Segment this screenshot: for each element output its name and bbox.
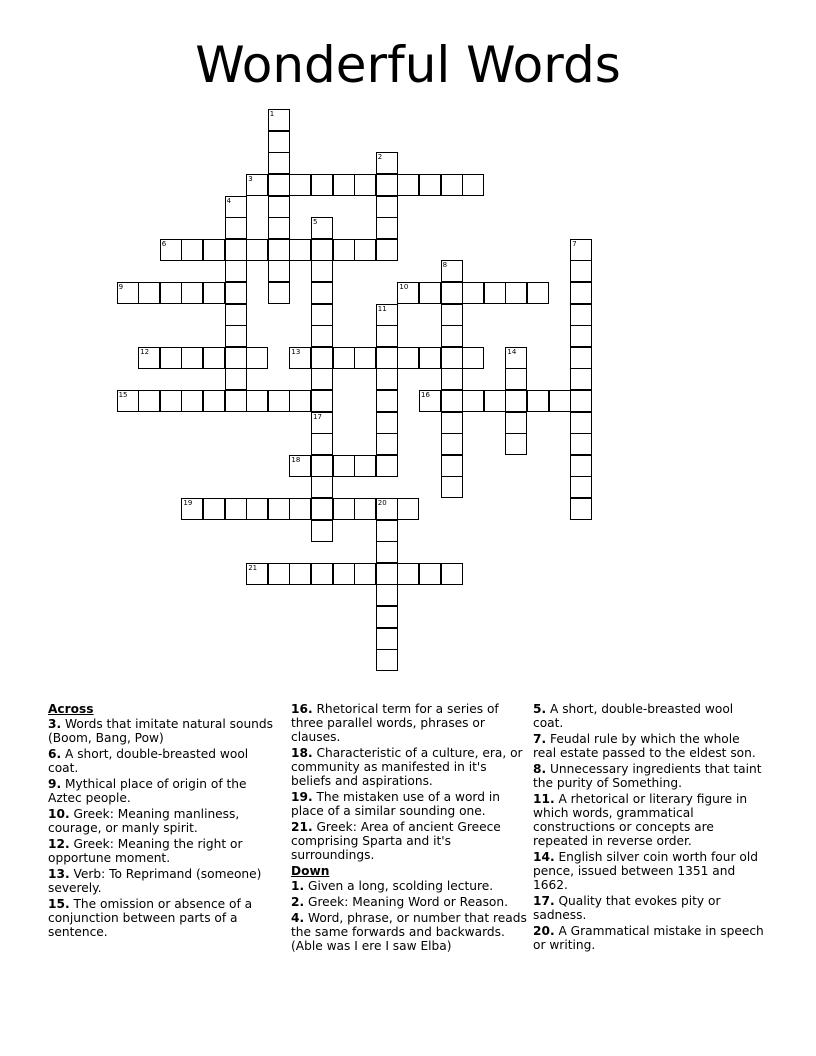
grid-cell[interactable]: [376, 239, 398, 261]
grid-cell[interactable]: [419, 563, 441, 585]
clue-text: A short, double-breasted wool coat.: [533, 702, 734, 730]
grid-cell[interactable]: [441, 455, 463, 477]
across-clue: [291, 820, 527, 862]
grid-cell[interactable]: [117, 282, 139, 304]
grid-cell[interactable]: [505, 347, 527, 369]
grid-cell[interactable]: [419, 390, 441, 412]
grid-cell[interactable]: [160, 282, 182, 304]
grid-cell[interactable]: [397, 347, 419, 369]
grid-cell[interactable]: [181, 282, 203, 304]
clue-label: 9.: [48, 777, 62, 791]
clue-text: Verb: To Reprimand (someone) severely.: [48, 867, 262, 895]
grid-cell[interactable]: [181, 498, 203, 520]
grid-cell[interactable]: [505, 390, 527, 412]
grid-cell[interactable]: [138, 282, 160, 304]
grid-cell[interactable]: [311, 412, 333, 434]
down-clue: [533, 792, 765, 848]
clue-label: 5.: [533, 702, 547, 716]
grid-cell[interactable]: [505, 412, 527, 434]
grid-cell[interactable]: [268, 196, 290, 218]
grid-cell[interactable]: [311, 217, 333, 239]
clue-text: Mythical place of origin of the Aztec people.: [48, 777, 247, 805]
grid-cell[interactable]: [311, 260, 333, 282]
clue-text: Characteristic of a culture, era, or community as manifested in it's beliefs and aspirations.: [291, 746, 523, 788]
across-clue: [48, 717, 273, 745]
down-clue: [533, 732, 765, 760]
grid-cell[interactable]: [419, 282, 441, 304]
down-clue: [291, 911, 527, 953]
grid-cell[interactable]: [268, 563, 290, 585]
clue-text: A Grammatical mistake in speech or writing.: [533, 924, 764, 952]
down-clue: [291, 879, 527, 893]
grid-cell[interactable]: [354, 455, 376, 477]
clue-text: Word, phrase, or number that reads the same forwards and backwards.(Able was I ere I saw Elba): [291, 911, 527, 953]
across-clue: [291, 790, 527, 818]
grid-cell[interactable]: [376, 584, 398, 606]
across-clue: [48, 897, 273, 939]
down-clue: [533, 894, 765, 922]
grid-cell[interactable]: [138, 347, 160, 369]
grid-cell[interactable]: [117, 390, 139, 412]
grid-cell[interactable]: [397, 563, 419, 585]
clue-label: 15.: [48, 897, 70, 911]
grid-cell[interactable]: [527, 390, 549, 412]
clue-text: Feudal rule by which the whole real estate passed to the eldest son.: [533, 732, 756, 760]
grid-cell[interactable]: [462, 390, 484, 412]
grid-cell[interactable]: [225, 196, 247, 218]
grid-cell[interactable]: [441, 325, 463, 347]
down-clue: [533, 850, 765, 892]
grid-cell[interactable]: [203, 347, 225, 369]
grid-cell[interactable]: [289, 563, 311, 585]
grid-cell[interactable]: [311, 347, 333, 369]
clue-number: 4: [226, 196, 232, 205]
grid-cell[interactable]: [333, 563, 355, 585]
clue-label: 13.: [48, 867, 70, 881]
grid-cell[interactable]: [289, 174, 311, 196]
grid-cell[interactable]: [527, 282, 549, 304]
grid-cell[interactable]: [311, 174, 333, 196]
clues-column-1: [48, 702, 273, 941]
grid-cell[interactable]: [225, 260, 247, 282]
clues-column-2: [291, 702, 527, 955]
grid-cell[interactable]: [570, 347, 592, 369]
grid-cell[interactable]: [570, 390, 592, 412]
grid-cell[interactable]: [570, 476, 592, 498]
grid-cell[interactable]: [441, 368, 463, 390]
clue-label: 6.: [48, 747, 62, 761]
grid-cell[interactable]: [268, 239, 290, 261]
grid-cell[interactable]: [441, 174, 463, 196]
across-clue: [291, 702, 527, 744]
grid-cell[interactable]: [225, 390, 247, 412]
grid-cell[interactable]: [333, 455, 355, 477]
grid-cell[interactable]: [376, 368, 398, 390]
clue-number: 2: [377, 153, 383, 162]
grid-cell[interactable]: [225, 498, 247, 520]
grid-cell[interactable]: [376, 606, 398, 628]
grid-cell[interactable]: [376, 498, 398, 520]
across-heading: Across: [48, 702, 94, 716]
across-clue-list: [48, 717, 273, 939]
clue-label: 10.: [48, 807, 70, 821]
grid-cell[interactable]: [311, 476, 333, 498]
across-clue-list-continued: [291, 702, 527, 862]
grid-cell[interactable]: [376, 152, 398, 174]
grid-cell[interactable]: [225, 368, 247, 390]
clue-number: 7: [572, 239, 577, 248]
grid-cell[interactable]: [354, 347, 376, 369]
grid-cell[interactable]: [376, 649, 398, 671]
across-clue: [48, 747, 273, 775]
clue-number: 18: [291, 455, 301, 464]
grid-cell[interactable]: [225, 325, 247, 347]
grid-cell[interactable]: [333, 498, 355, 520]
grid-cell[interactable]: [311, 455, 333, 477]
grid-cell[interactable]: [419, 347, 441, 369]
grid-cell[interactable]: [203, 239, 225, 261]
grid-cell[interactable]: [225, 347, 247, 369]
grid-cell[interactable]: [289, 390, 311, 412]
grid-cell[interactable]: [354, 239, 376, 261]
grid-cell[interactable]: [311, 498, 333, 520]
grid-cell[interactable]: [441, 412, 463, 434]
grid-cell[interactable]: [181, 390, 203, 412]
clue-text: English silver coin worth four old pence, issued between 1351 and 1662.: [533, 850, 758, 892]
clue-text: Greek: Meaning the right or opportune moment.: [48, 837, 243, 865]
grid-cell[interactable]: [354, 498, 376, 520]
clue-text: Quality that evokes pity or sadness.: [533, 894, 721, 922]
clue-text: Greek: Meaning manliness, courage, or manly spirit.: [48, 807, 240, 835]
grid-cell[interactable]: [462, 282, 484, 304]
grid-cell[interactable]: [441, 347, 463, 369]
across-clue: [291, 746, 527, 788]
grid-cell[interactable]: [289, 498, 311, 520]
puzzle-title: Wonderful Words: [195, 36, 621, 94]
grid-cell[interactable]: [268, 217, 290, 239]
grid-cell[interactable]: [462, 347, 484, 369]
grid-cell[interactable]: [311, 239, 333, 261]
grid-cell[interactable]: [268, 282, 290, 304]
grid-cell[interactable]: [181, 347, 203, 369]
clue-number: 3: [248, 175, 253, 183]
grid-cell[interactable]: [570, 282, 592, 304]
clue-text: Greek: Area of ancient Greece comprising Sparta and it's surroundings.: [291, 820, 501, 862]
grid-cell[interactable]: [397, 498, 419, 520]
grid-cell[interactable]: [289, 347, 311, 369]
grid-cell[interactable]: [441, 476, 463, 498]
grid-cell[interactable]: [376, 541, 398, 563]
clue-label: 3.: [48, 717, 62, 731]
clue-label: 11.: [533, 792, 555, 806]
grid-cell[interactable]: [570, 304, 592, 326]
grid-cell[interactable]: [225, 217, 247, 239]
clues-column-3: [533, 702, 765, 954]
grid-cell[interactable]: [376, 455, 398, 477]
grid-cell[interactable]: [246, 174, 268, 196]
clue-number: 13: [291, 347, 301, 356]
grid-cell[interactable]: [268, 390, 290, 412]
grid-cell[interactable]: [333, 347, 355, 369]
clue-text: Unnecessary ingredients that taint the purity of Something.: [533, 762, 762, 790]
grid-cell[interactable]: [441, 260, 463, 282]
grid-cell[interactable]: [268, 152, 290, 174]
grid-cell[interactable]: [181, 239, 203, 261]
clue-label: 12.: [48, 837, 70, 851]
clue-text: A short, double-breasted wool coat.: [48, 747, 249, 775]
clue-label: 1.: [291, 879, 305, 893]
grid-cell[interactable]: [246, 498, 268, 520]
clue-number: 21: [248, 563, 258, 572]
grid-cell[interactable]: [311, 368, 333, 390]
grid-cell[interactable]: [376, 433, 398, 455]
grid-cell[interactable]: [505, 282, 527, 304]
grid-cell[interactable]: [397, 174, 419, 196]
clue-label: 18.: [291, 746, 313, 760]
down-clue: [291, 895, 527, 909]
grid-cell[interactable]: [311, 563, 333, 585]
down-clue-list-continued: [533, 702, 765, 952]
clue-number: 9: [118, 283, 124, 291]
clue-number: 6: [161, 239, 167, 248]
grid-cell[interactable]: [354, 563, 376, 585]
grid-cell[interactable]: [268, 174, 290, 196]
grid-cell[interactable]: [246, 563, 268, 585]
grid-cell[interactable]: [441, 433, 463, 455]
clue-number: 11: [377, 304, 387, 313]
grid-cell[interactable]: [354, 174, 376, 196]
grid-cell[interactable]: [160, 239, 182, 261]
grid-cell[interactable]: [311, 390, 333, 412]
grid-cell[interactable]: [570, 412, 592, 434]
clue-text: A rhetorical or literary figure in which words, grammatical constructions or concepts are repeated in reverse order.: [533, 792, 748, 848]
grid-cell[interactable]: [570, 433, 592, 455]
grid-cell[interactable]: [570, 325, 592, 347]
grid-cell[interactable]: [376, 390, 398, 412]
grid-cell[interactable]: [311, 282, 333, 304]
grid-cell[interactable]: [376, 563, 398, 585]
grid-cell[interactable]: [376, 520, 398, 542]
grid-cell[interactable]: [570, 260, 592, 282]
grid-cell[interactable]: [225, 239, 247, 261]
grid-cell[interactable]: [441, 282, 463, 304]
grid-cell[interactable]: [311, 520, 333, 542]
grid-cell[interactable]: [376, 412, 398, 434]
grid-cell[interactable]: [505, 368, 527, 390]
grid-cell[interactable]: [376, 628, 398, 650]
grid-cell[interactable]: [203, 282, 225, 304]
clue-number: 8: [442, 261, 448, 270]
clue-label: 4.: [291, 911, 305, 925]
grid-cell[interactable]: [289, 239, 311, 261]
grid-cell[interactable]: [484, 390, 506, 412]
clue-number: 1: [269, 110, 275, 119]
grid-cell[interactable]: [268, 109, 290, 131]
grid-cell[interactable]: [397, 282, 419, 304]
grid-cell[interactable]: [246, 347, 268, 369]
clue-number: 14: [507, 347, 517, 356]
grid-cell[interactable]: [505, 433, 527, 455]
down-clue: [533, 702, 765, 730]
grid-cell[interactable]: [246, 239, 268, 261]
clue-label: 7.: [533, 732, 547, 746]
grid-cell[interactable]: [333, 239, 355, 261]
down-clue-list: [291, 879, 527, 953]
grid-cell[interactable]: [225, 282, 247, 304]
grid-cell[interactable]: [570, 455, 592, 477]
grid-cell[interactable]: [462, 174, 484, 196]
grid-cell[interactable]: [311, 433, 333, 455]
clue-label: 2.: [291, 895, 305, 909]
clue-text: The omission or absence of a conjunction between parts of a sentence.: [48, 897, 253, 939]
across-clue: [48, 867, 273, 895]
clue-label: 8.: [533, 762, 547, 776]
grid-cell[interactable]: [549, 390, 571, 412]
grid-cell[interactable]: [441, 390, 463, 412]
grid-cell[interactable]: [333, 174, 355, 196]
grid-cell[interactable]: [268, 498, 290, 520]
grid-cell[interactable]: [376, 217, 398, 239]
grid-cell[interactable]: [376, 304, 398, 326]
grid-cell[interactable]: [311, 325, 333, 347]
grid-cell[interactable]: [441, 563, 463, 585]
clue-text: Given a long, scolding lecture.: [304, 879, 494, 893]
down-clue: [533, 924, 765, 952]
clue-label: 21.: [291, 820, 313, 834]
grid-cell[interactable]: [289, 455, 311, 477]
grid-cell[interactable]: [376, 347, 398, 369]
clue-number: 15: [118, 391, 128, 399]
grid-cell[interactable]: [376, 325, 398, 347]
clue-label: 20.: [533, 924, 555, 938]
grid-cell[interactable]: [376, 174, 398, 196]
clue-text: Words that imitate natural sounds (Boom, Bang, Pow): [48, 717, 273, 745]
across-clue: [48, 777, 273, 805]
across-clue: [48, 837, 273, 865]
clue-label: 16.: [291, 702, 313, 716]
grid-cell[interactable]: [160, 390, 182, 412]
clue-number: 19: [183, 499, 193, 507]
down-heading: Down: [291, 864, 330, 878]
grid-cell[interactable]: [484, 282, 506, 304]
clue-label: 17.: [533, 894, 555, 908]
clue-number: 10: [399, 283, 409, 291]
across-clue: [48, 807, 273, 835]
clue-number: 5: [313, 218, 318, 227]
grid-cell[interactable]: [268, 131, 290, 153]
grid-cell[interactable]: [570, 239, 592, 261]
clue-text: Greek: Meaning Word or Reason.: [304, 895, 508, 909]
grid-cell[interactable]: [138, 390, 160, 412]
clue-number: 17: [313, 412, 322, 421]
clue-text: The mistaken use of a word in place of a similar sounding one.: [291, 790, 500, 818]
grid-cell[interactable]: [160, 347, 182, 369]
grid-cell[interactable]: [570, 368, 592, 390]
clue-number: 20: [377, 499, 387, 507]
down-clue: [533, 762, 765, 790]
clue-number: 16: [421, 391, 430, 399]
clue-text: Rhetorical term for a series of three parallel words, phrases or clauses.: [291, 702, 499, 744]
clue-number: 12: [140, 347, 150, 356]
grid-cell[interactable]: [203, 390, 225, 412]
grid-cell[interactable]: [376, 196, 398, 218]
grid-cell[interactable]: [268, 260, 290, 282]
grid-cell[interactable]: [203, 498, 225, 520]
grid-cell[interactable]: [570, 498, 592, 520]
clue-label: 14.: [533, 850, 555, 864]
grid-cell[interactable]: [246, 390, 268, 412]
grid-cell[interactable]: [441, 304, 463, 326]
grid-cell[interactable]: [225, 304, 247, 326]
clue-label: 19.: [291, 790, 313, 804]
grid-cell[interactable]: [419, 174, 441, 196]
grid-cell[interactable]: [311, 304, 333, 326]
